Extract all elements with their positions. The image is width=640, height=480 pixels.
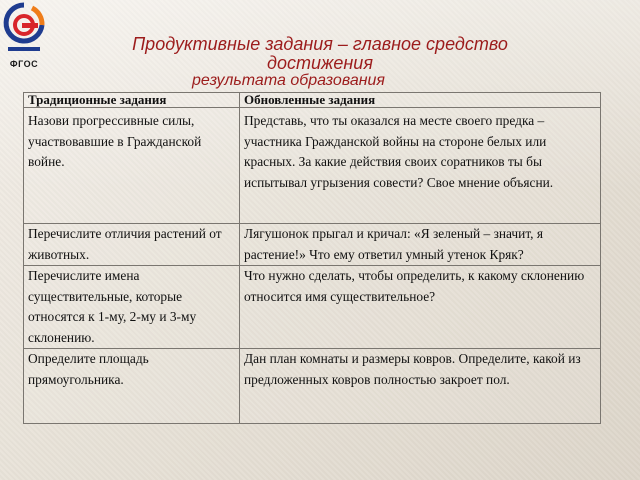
traditional-task: Назови прогрессивные силы, участвовавшие в Гражданской войне. <box>24 108 240 224</box>
table-row <box>24 108 601 224</box>
traditional-task: Определите площадь прямоугольника. <box>24 349 240 424</box>
table-header-row <box>24 93 601 108</box>
logo-caption: ФГОС <box>9 59 39 69</box>
header-traditional: Традиционные задания <box>24 93 240 108</box>
table-row <box>24 266 601 349</box>
traditional-task: Перечислите имена существительные, которые относятся к 1-му, 2-му и 3-му склонению. <box>24 266 240 349</box>
table-row <box>24 224 601 266</box>
title-line-2: достижения <box>267 53 373 73</box>
traditional-task: Перечислите отличия растений от животных. <box>24 224 240 266</box>
updated-task: Дан план комнаты и размеры ковров. Определите, какой из предложенных ковров полностью закроет пол. <box>240 349 601 424</box>
updated-task: Представь, что ты оказался на месте своего предка – участника Гражданской войны на стороне белых или красных. За какие действия своих соратников ты бы испытывал угрызения совести? Свое мнение объясни. <box>240 108 601 224</box>
page-title <box>100 35 540 89</box>
title-line-3: результата образования <box>192 72 385 89</box>
updated-task: Лягушонок прыгал и кричал: «Я зеленый – значит, я растение!» Что ему ответил умный утенок Кряк? <box>240 224 601 266</box>
updated-task: Что нужно сделать, чтобы определить, к какому склонению относится имя существительное? <box>240 266 601 349</box>
tasks-table <box>23 92 601 424</box>
tasks-table-container <box>23 92 600 424</box>
fgos-logo-icon <box>2 1 46 59</box>
header-updated: Обновленные задания <box>240 93 601 108</box>
table-row <box>24 349 601 424</box>
title-line-1: Продуктивные задания – главное средство <box>132 34 508 54</box>
